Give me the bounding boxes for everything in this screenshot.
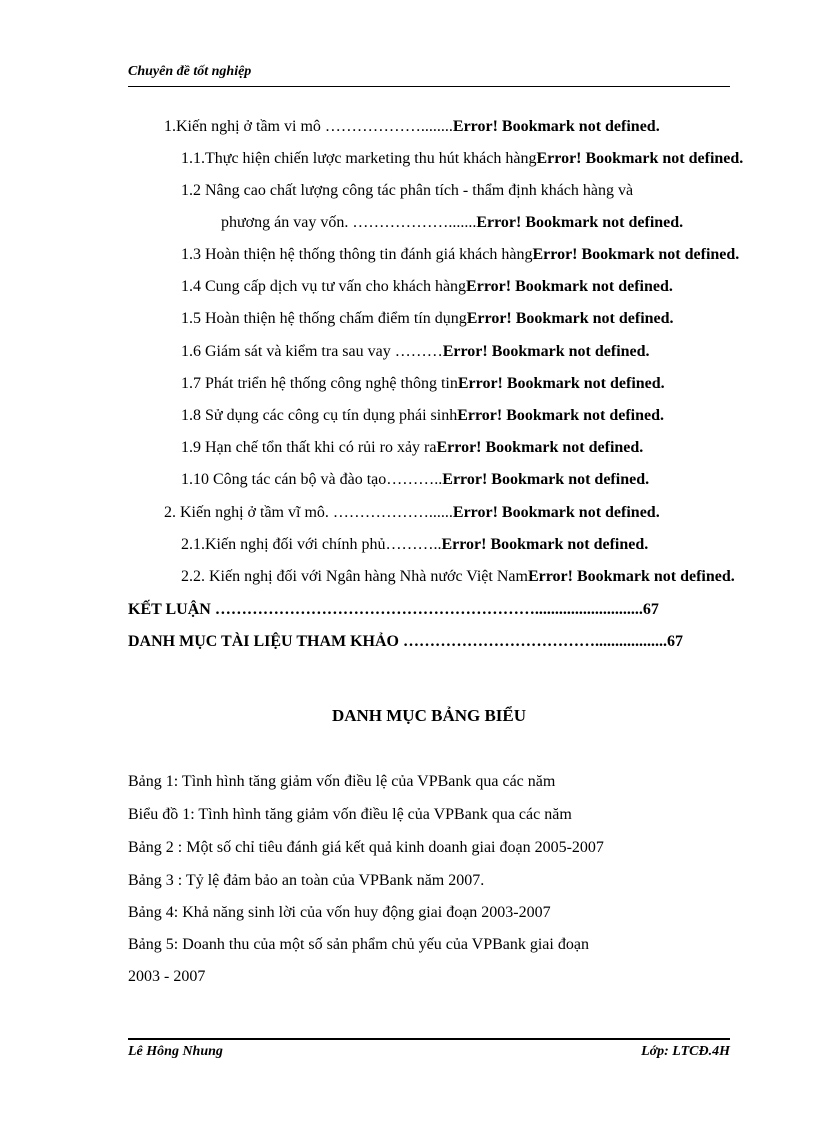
table-list-item: Bảng 4: Khả năng sinh lời của vốn huy động giai đoạn 2003-2007 [128, 904, 551, 921]
toc-entry[interactable]: phương án vay vốn. ……………….......Error! Bookmark not defined. [221, 214, 684, 231]
toc-entry[interactable]: 1.4 Cung cấp dịch vụ tư vấn cho khách hàngError! Bookmark not defined. [181, 278, 673, 295]
toc-entry[interactable]: 1.7 Phát triển hệ thống công nghệ thông tinError! Bookmark not defined. [181, 375, 665, 392]
toc-entry-conclusion[interactable]: KẾT LUẬN ……………………………………………………...........................67 [128, 601, 659, 618]
toc-entry[interactable]: 2.1.Kiến nghị đối với chính phủ………..Error! Bookmark not defined. [181, 536, 649, 553]
page-footer [128, 1038, 730, 1060]
tables-list-title: DANH MỤC BẢNG BIỂU [331, 706, 527, 725]
table-list-item: Bảng 5: Doanh thu của một số sản phẩm chủ yếu của VPBank giai đoạn [128, 936, 589, 953]
table-list-item: Bảng 3 : Tỷ lệ đảm bảo an toàn của VPBank năm 2007. [128, 872, 485, 889]
toc-entry[interactable]: 1.5 Hoàn thiện hệ thống chấm điểm tín dụngError! Bookmark not defined. [181, 310, 674, 327]
table-list-item: 2003 - 2007 [128, 968, 206, 985]
footer-author: Lê Hông Nhung [128, 1044, 223, 1059]
toc-entry[interactable]: 1.8 Sử dụng các công cụ tín dụng phái sinhError! Bookmark not defined. [181, 407, 664, 424]
toc-entry[interactable]: 2. Kiến nghị ở tầm vĩ mô. ………………......Error! Bookmark not defined. [164, 504, 660, 521]
table-list-item: Bảng 2 : Một số chỉ tiêu đánh giá kết quả kinh doanh giai đoạn 2005-2007 [128, 839, 604, 856]
toc-entry[interactable]: 2.2. Kiến nghị đối với Ngân hàng Nhà nước Việt NamError! Bookmark not defined. [181, 568, 735, 585]
toc-entry[interactable]: 1.2 Nâng cao chất lượng công tác phân tích - thẩm định khách hàng và [181, 182, 634, 199]
header-text: Chuyên đề tốt nghiệp [128, 64, 252, 79]
toc-entry-references[interactable]: DANH MỤC TÀI LIỆU THAM KHẢO ………………………………..................67 [128, 633, 683, 650]
toc-entry[interactable]: 1.1.Thực hiện chiến lược marketing thu hút khách hàngError! Bookmark not defined. [181, 150, 744, 167]
toc-entry[interactable]: 1.Kiến nghị ở tầm vi mô ………………........Error! Bookmark not defined. [164, 118, 660, 135]
page-header [128, 64, 730, 87]
table-list-item: Biểu đồ 1: Tình hình tăng giảm vốn điều lệ của VPBank qua các năm [128, 806, 572, 823]
toc-entry[interactable]: 1.10 Công tác cán bộ và đào tạo………..Error! Bookmark not defined. [181, 471, 650, 488]
toc-entry[interactable]: 1.9 Hạn chế tổn thất khi có rủi ro xảy raError! Bookmark not defined. [181, 439, 644, 456]
footer-class: Lớp: LTCĐ.4H [641, 1044, 730, 1059]
toc-entry[interactable]: 1.6 Giám sát và kiểm tra sau vay ………Error! Bookmark not defined. [181, 343, 650, 360]
toc-entry[interactable]: 1.3 Hoàn thiện hệ thống thông tin đánh giá khách hàngError! Bookmark not defined. [181, 246, 740, 263]
table-list-item: Bảng 1: Tình hình tăng giảm vốn điều lệ của VPBank qua các năm [128, 773, 556, 790]
